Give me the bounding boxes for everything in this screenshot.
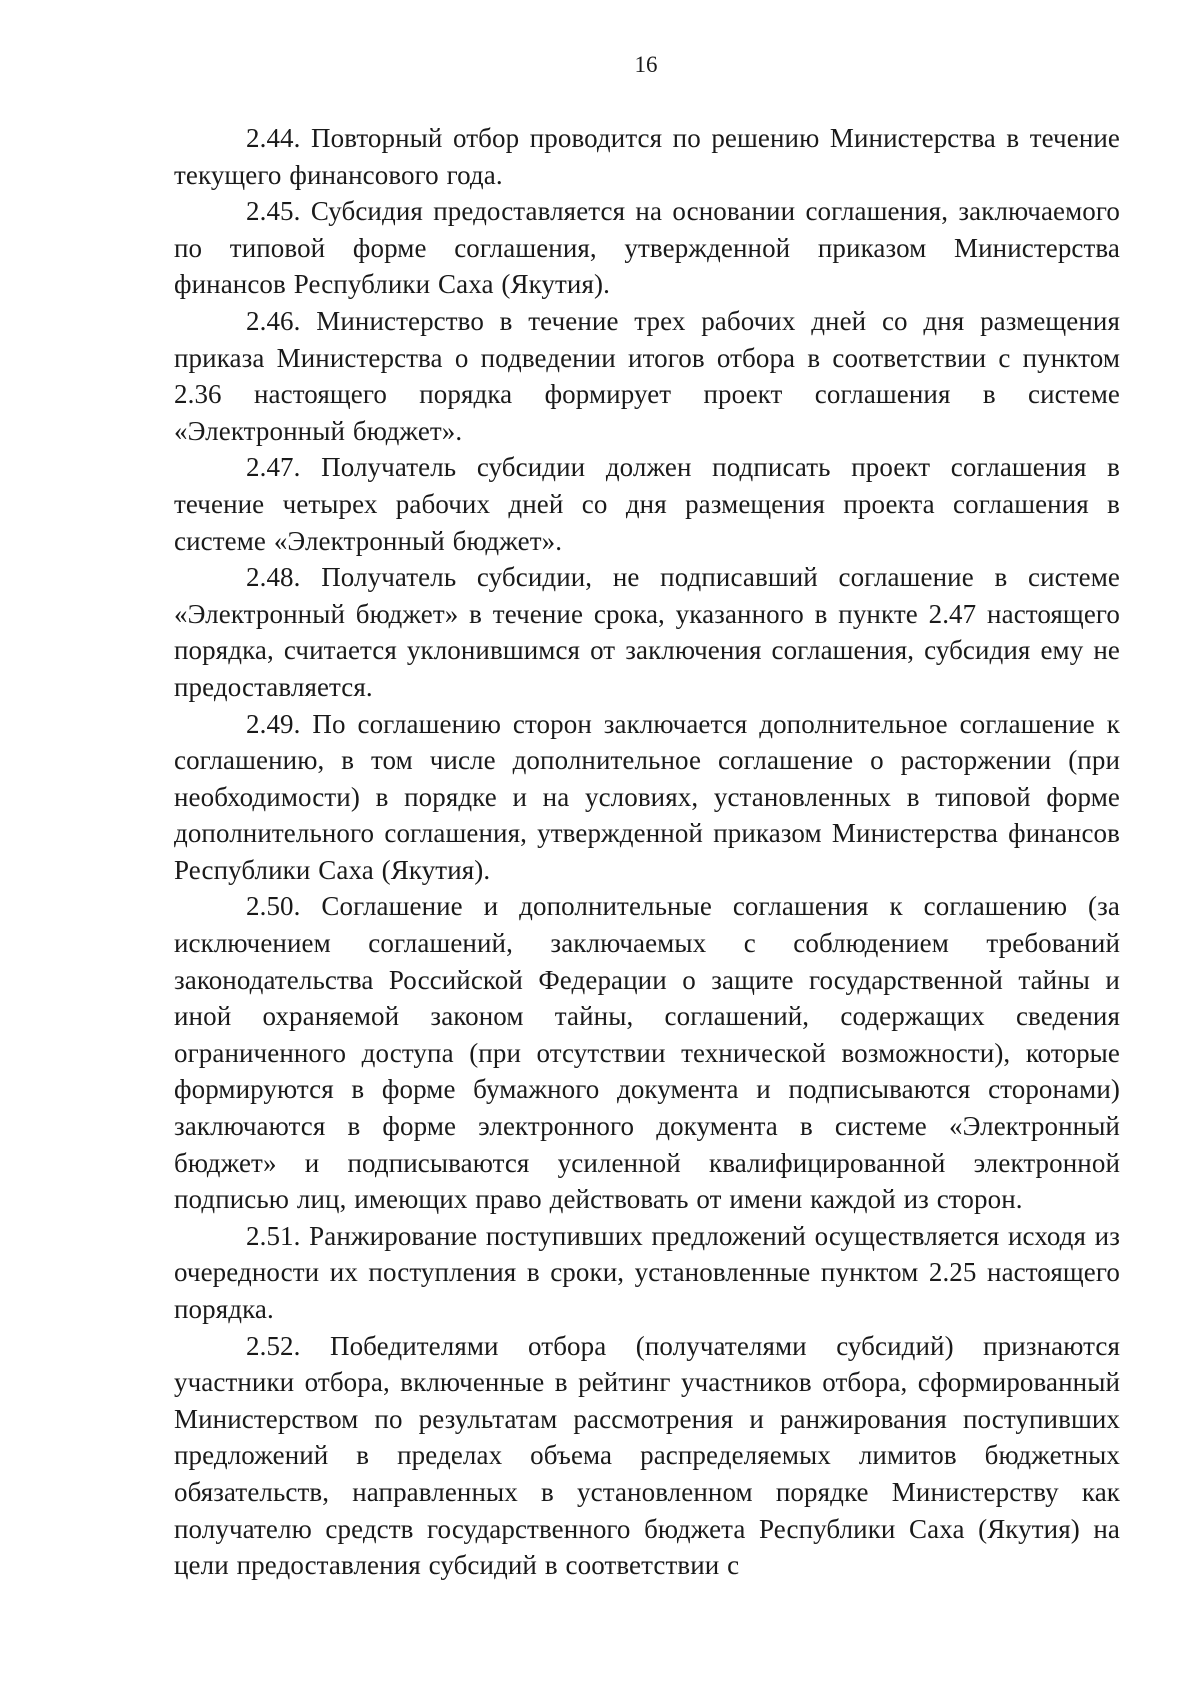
paragraph-2-51: 2.51. Ранжирование поступивших предложений осуществляется исходя из очередности их поступления в сроки, установленные пунктом 2.25 настоящего порядка. [174,1220,1120,1324]
paragraph-2-49: 2.49. По соглашению сторон заключается дополнительное соглашение к соглашению, в том числе дополнительное соглашение о расторжении (при необходимости) в порядке и на условиях, установленных в типовой форме дополнительного соглашения, утвержденной приказом Министерства финансов Республики Саха (Якутия). [174,708,1120,885]
paragraph-2-50: 2.50. Соглашение и дополнительные соглашения к соглашению (за исключением соглашений, заключаемых с соблюдением требований законодательства Российской Федерации о защите государственной тайны и иной охраняемой законом тайны, соглашений, содержащих сведения ограниченного доступа (при отсутствии технической возможности), которые формируются в форме бумажного документа и подписываются сторонами) заключаются в форме электронного документа в системе «Электронный бюджет» и подписываются усиленной квалифицированной электронной подписью лиц, имеющих право действовать от имени каждой из сторон. [174,891,1120,1215]
paragraph-2-44: 2.44. Повторный отбор проводится по решению Министерства в течение текущего финансового года. [174,123,1120,190]
document-body [174,120,1120,1584]
paragraph-2-45: 2.45. Субсидия предоставляется на основании соглашения, заключаемого по типовой форме соглашения, утвержденной приказом Министерства финансов Республики Саха (Якутия). [174,196,1120,300]
page-number: 16 [634,52,658,77]
paragraph-2-46: 2.46. Министерство в течение трех рабочих дней со дня размещения приказа Министерства о подведении итогов отбора в соответствии с пунктом 2.36 настоящего порядка формирует проект соглашения в системе «Электронный бюджет». [174,305,1120,446]
paragraph-2-48: 2.48. Получатель субсидии, не подписавший соглашение в системе «Электронный бюджет» в течение срока, указанного в пункте 2.47 настоящего порядка, считается уклонившимся от заключения соглашения, субсидия ему не предоставляется. [174,562,1120,702]
paragraph-2-47: 2.47. Получатель субсидии должен подписать проект соглашения в течение четырех рабочих дней со дня размещения проекта соглашения в системе «Электронный бюджет». [174,452,1120,556]
paragraph-2-52: 2.52. Победителями отбора (получателями субсидий) признаются участники отбора, включенные в рейтинг участников отбора, сформированный Министерством по результатам рассмотрения и ранжирования поступивших предложений в пределах объема распределяемых лимитов бюджетных обязательств, направленных в установленном порядке Министерству как получателю средств государственного бюджета Республики Саха (Якутия) на цели предоставления субсидий в соответствии с [174,1330,1120,1581]
